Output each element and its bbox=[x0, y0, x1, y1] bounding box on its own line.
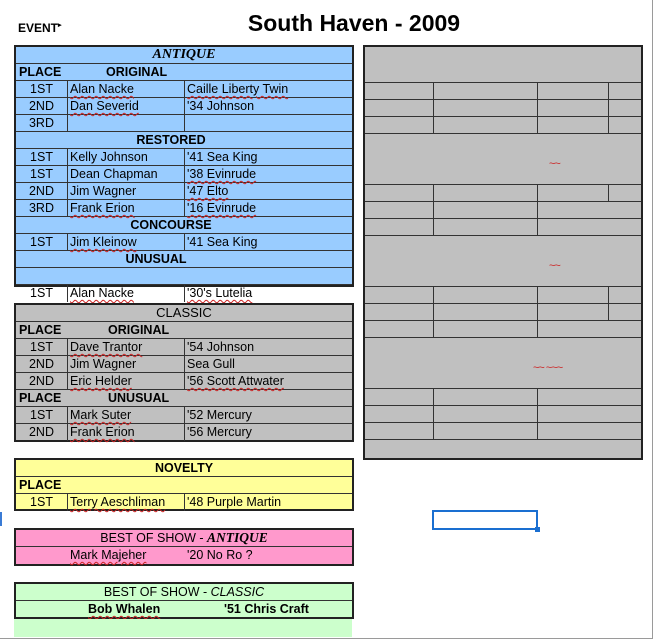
header-row bbox=[16, 477, 352, 494]
section-header-row bbox=[16, 217, 352, 234]
table-title-row bbox=[16, 47, 352, 64]
title-category: CLASSIC bbox=[210, 585, 265, 599]
place-cell[interactable]: 1ST bbox=[30, 408, 53, 422]
place-cell[interactable]: 2ND bbox=[28, 184, 54, 198]
antique-table bbox=[14, 45, 354, 300]
table-row bbox=[16, 407, 352, 424]
boat-name: '38 Evinrude bbox=[187, 167, 257, 181]
table-row bbox=[16, 234, 352, 251]
fill-handle[interactable] bbox=[535, 527, 540, 532]
table-row bbox=[16, 166, 352, 183]
name-cell[interactable] bbox=[67, 81, 184, 97]
table-row bbox=[16, 424, 352, 441]
owner-name: Terry Aeschliman bbox=[70, 495, 166, 509]
table-title-row bbox=[16, 530, 352, 547]
boat-cell[interactable]: '20 No Ro ? bbox=[187, 548, 253, 562]
grid-line bbox=[365, 439, 641, 440]
name-cell[interactable] bbox=[67, 115, 184, 131]
name-cell[interactable] bbox=[67, 407, 184, 423]
boat-cell[interactable]: '56 Mercury bbox=[184, 424, 352, 441]
table-row bbox=[16, 81, 352, 98]
spellcheck-mark: ~~ bbox=[549, 158, 560, 170]
grid-line bbox=[365, 405, 641, 406]
place-cell[interactable]: 2ND bbox=[28, 99, 54, 113]
grid-line bbox=[365, 235, 641, 236]
owner-name: Alan Nacke bbox=[70, 286, 134, 300]
place-cell[interactable]: 1ST bbox=[30, 150, 53, 164]
name-cell[interactable] bbox=[67, 424, 184, 441]
gray-cell-grid[interactable] bbox=[363, 45, 643, 460]
table-row bbox=[16, 373, 352, 390]
grid-line bbox=[365, 337, 641, 338]
boat-cell[interactable] bbox=[184, 200, 352, 216]
place-cell[interactable]: 1ST bbox=[30, 82, 53, 96]
spacer-row bbox=[16, 268, 352, 285]
boat-name: '30's Lutelia bbox=[187, 286, 253, 300]
event-label: EVENT▸ bbox=[18, 21, 62, 35]
table-row bbox=[16, 149, 352, 166]
boat-name: '16 Evinrude bbox=[187, 201, 257, 215]
boat-cell[interactable] bbox=[184, 115, 352, 131]
name-cell[interactable]: Jim Wagner bbox=[67, 183, 184, 199]
table-row bbox=[16, 98, 352, 115]
grid-line bbox=[365, 286, 641, 287]
novelty-table bbox=[14, 458, 354, 511]
boat-cell[interactable] bbox=[184, 285, 352, 302]
owner-name: Dave Trantor bbox=[70, 340, 143, 354]
page-title: South Haven - 2009 bbox=[247, 10, 461, 36]
boat-cell[interactable]: '52 Mercury bbox=[184, 407, 352, 423]
boat-cell[interactable]: Sea Gull bbox=[184, 356, 352, 372]
concourse-header[interactable]: CONCOURSE bbox=[130, 218, 212, 232]
title-category: ANTIQUE bbox=[206, 530, 268, 545]
table-row bbox=[16, 183, 352, 200]
name-cell[interactable] bbox=[67, 339, 184, 355]
table-row bbox=[16, 547, 352, 564]
place-header[interactable]: PLACE bbox=[19, 478, 62, 492]
boat-cell[interactable]: '41 Sea King bbox=[184, 234, 352, 250]
grid-line bbox=[365, 82, 641, 83]
place-cell[interactable]: 1ST bbox=[30, 235, 53, 249]
spellcheck-mark: ~~ ~~~ bbox=[533, 362, 563, 374]
boat-cell[interactable]: '51 Chris Craft bbox=[224, 602, 309, 616]
owner-name: Jim Kleinow bbox=[70, 235, 137, 249]
owner-name: Eric Helder bbox=[70, 374, 132, 388]
grid-line bbox=[365, 184, 641, 185]
header-row bbox=[16, 64, 352, 81]
table-row bbox=[16, 356, 352, 373]
name-cell[interactable] bbox=[67, 494, 184, 511]
novelty-title[interactable]: NOVELTY bbox=[154, 461, 214, 475]
classic-table bbox=[14, 303, 354, 442]
unusual-header[interactable]: UNUSUAL bbox=[125, 252, 187, 266]
name-cell[interactable] bbox=[67, 373, 184, 389]
section-header-row bbox=[16, 132, 352, 149]
boat-name: Caille Liberty Twin bbox=[187, 82, 289, 96]
boat-name: '47 Elto bbox=[187, 184, 229, 198]
grid-line bbox=[537, 82, 538, 133]
table-title-row bbox=[16, 460, 352, 477]
place-cell[interactable]: 1ST bbox=[30, 495, 53, 509]
grid-line bbox=[537, 388, 538, 439]
grid-line bbox=[608, 82, 609, 133]
table-title-row bbox=[16, 305, 352, 322]
grid-line bbox=[433, 388, 434, 439]
boat-cell[interactable] bbox=[184, 81, 352, 97]
grid-line bbox=[365, 116, 641, 117]
header-row bbox=[16, 322, 352, 339]
place-cell[interactable]: 2ND bbox=[28, 425, 54, 439]
place-cell[interactable]: 1ST bbox=[30, 286, 53, 300]
best-of-show-antique-table bbox=[14, 528, 354, 566]
owner-name: Alan Nacke bbox=[70, 82, 134, 96]
boat-cell[interactable]: '54 Johnson bbox=[184, 339, 352, 355]
boat-name: '56 Scott Attwater bbox=[187, 374, 284, 388]
grid-line bbox=[365, 201, 641, 202]
classic-title[interactable]: CLASSIC bbox=[156, 305, 212, 320]
original-header[interactable]: ORIGINAL bbox=[108, 323, 170, 337]
boat-cell[interactable] bbox=[184, 166, 352, 182]
grid-line bbox=[365, 133, 641, 134]
name-cell[interactable] bbox=[67, 234, 184, 250]
grid-line bbox=[365, 99, 641, 100]
table-row bbox=[16, 115, 352, 132]
place-cell[interactable]: 3RD bbox=[28, 116, 54, 130]
boat-cell[interactable]: '48 Purple Martin bbox=[184, 494, 352, 511]
grid-line bbox=[433, 184, 434, 235]
name-cell[interactable]: Dean Chapman bbox=[67, 166, 184, 182]
place-cell[interactable]: 2ND bbox=[28, 374, 54, 388]
comment-indicator-icon: ▸ bbox=[58, 22, 62, 29]
antique-title[interactable]: ANTIQUE bbox=[152, 47, 216, 62]
header-row bbox=[16, 390, 352, 407]
table-title-row bbox=[16, 584, 352, 601]
table-row bbox=[16, 494, 352, 511]
owner-name: Bob Whalen bbox=[88, 602, 161, 616]
place-header[interactable]: PLACE bbox=[19, 65, 62, 79]
grid-line bbox=[537, 286, 538, 337]
owner-name: Frank Erion bbox=[70, 201, 135, 215]
name-cell[interactable] bbox=[67, 98, 184, 114]
boat-cell[interactable]: '41 Sea King bbox=[184, 149, 352, 165]
best-antique-title[interactable] bbox=[16, 530, 352, 546]
unusual-header[interactable]: UNUSUAL bbox=[108, 391, 170, 405]
owner-name: Dan Severid bbox=[70, 99, 139, 113]
boat-cell[interactable] bbox=[184, 183, 352, 199]
place-cell[interactable]: 2ND bbox=[28, 357, 54, 371]
place-cell[interactable]: 3RD bbox=[28, 201, 54, 215]
place-header[interactable]: PLACE bbox=[19, 391, 62, 405]
fill-strip bbox=[14, 619, 352, 637]
title-prefix: BEST OF SHOW - bbox=[103, 585, 211, 599]
grid-line bbox=[608, 184, 609, 201]
grid-line bbox=[433, 286, 434, 337]
best-of-show-classic-table bbox=[14, 582, 354, 619]
name-cell[interactable] bbox=[88, 601, 208, 618]
boat-cell[interactable] bbox=[184, 373, 352, 389]
title-prefix: BEST OF SHOW - bbox=[100, 531, 207, 545]
name-cell[interactable]: Jim Wagner bbox=[67, 356, 184, 372]
grid-line bbox=[365, 388, 641, 389]
place-cell[interactable]: 1ST bbox=[30, 340, 53, 354]
name-cell[interactable] bbox=[67, 285, 184, 302]
best-classic-title[interactable] bbox=[16, 584, 352, 600]
original-header[interactable]: ORIGINAL bbox=[106, 65, 168, 79]
name-cell[interactable] bbox=[70, 547, 190, 564]
grid-line bbox=[537, 184, 538, 235]
owner-name: Mark Suter bbox=[70, 408, 132, 422]
selected-cell[interactable] bbox=[432, 510, 538, 530]
owner-name: Frank Erion bbox=[70, 425, 135, 439]
grid-line bbox=[365, 303, 641, 304]
owner-name: Mark Majeher bbox=[70, 548, 147, 562]
restored-header[interactable]: RESTORED bbox=[136, 133, 206, 147]
place-header[interactable]: PLACE bbox=[19, 323, 62, 337]
spellcheck-mark: ~~ bbox=[549, 260, 560, 272]
grid-line bbox=[608, 286, 609, 320]
grid-line bbox=[365, 320, 641, 321]
table-row bbox=[16, 601, 352, 618]
section-header-row bbox=[16, 251, 352, 268]
grid-line bbox=[365, 218, 641, 219]
grid-line bbox=[365, 422, 641, 423]
name-cell[interactable] bbox=[67, 200, 184, 216]
name-cell[interactable]: Kelly Johnson bbox=[67, 149, 184, 165]
row-indicator bbox=[0, 512, 2, 526]
table-row bbox=[16, 200, 352, 217]
table-row bbox=[16, 339, 352, 356]
place-cell[interactable]: 1ST bbox=[30, 167, 53, 181]
grid-line bbox=[433, 82, 434, 133]
table-row bbox=[16, 285, 352, 302]
boat-cell[interactable]: '34 Johnson bbox=[184, 98, 352, 114]
